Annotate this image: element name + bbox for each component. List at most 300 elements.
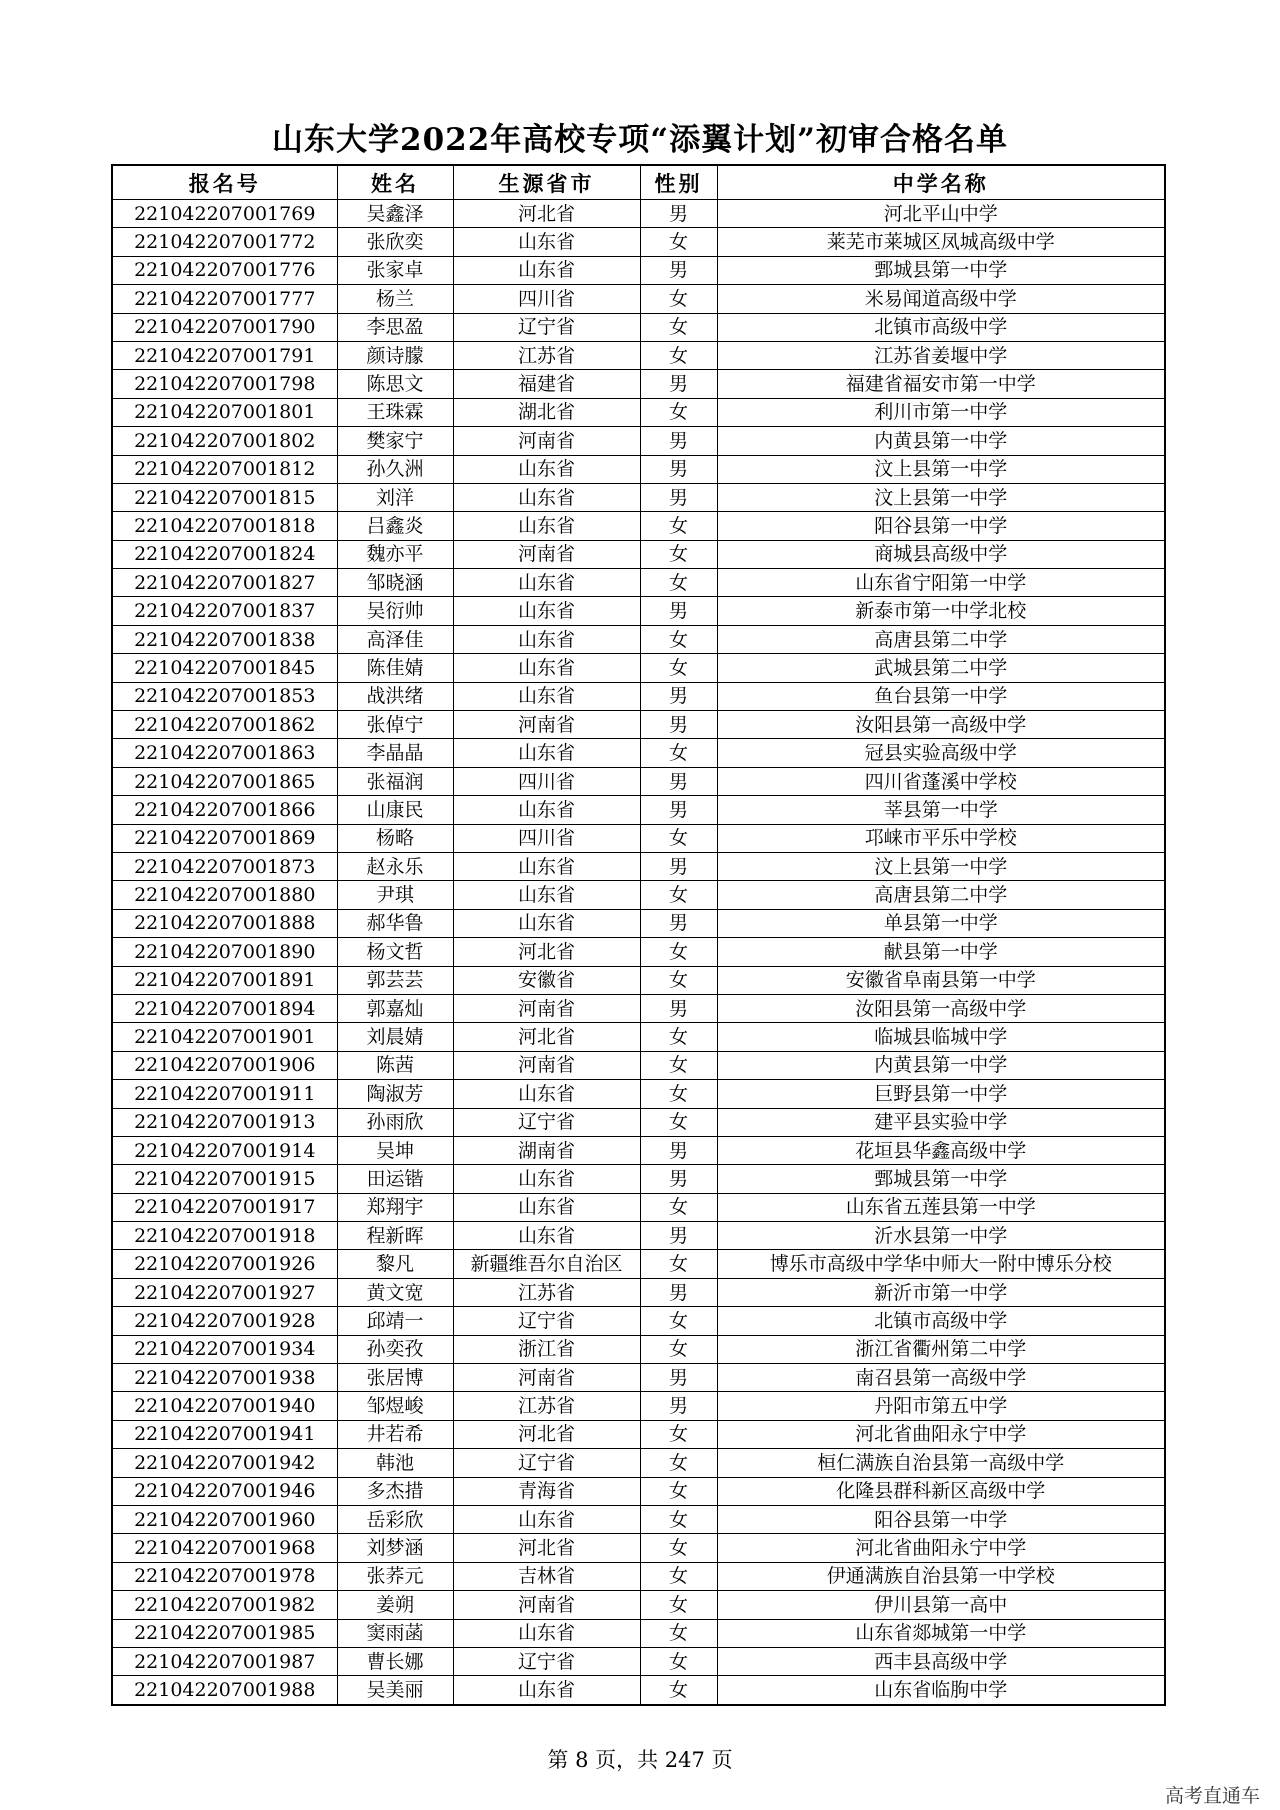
gender-cell: 男 (640, 1392, 717, 1420)
table-row (112, 796, 1165, 824)
name-cell: 程新晖 (337, 1222, 453, 1250)
province-cell: 山东省 (453, 1193, 640, 1221)
province-cell: 江苏省 (453, 1278, 640, 1306)
watermark-text: 高考直通车 (1164, 1785, 1260, 1807)
registration-number-cell: 221042207001769 (112, 200, 337, 228)
gender-cell: 女 (640, 739, 717, 767)
table-row (112, 483, 1165, 511)
registration-number-cell: 221042207001815 (112, 483, 337, 511)
gender-cell: 女 (640, 881, 717, 909)
registration-number-cell: 221042207001862 (112, 711, 337, 739)
name-cell: 尹琪 (337, 881, 453, 909)
name-cell: 韩池 (337, 1449, 453, 1477)
table-row (112, 313, 1165, 341)
province-cell: 山东省 (453, 455, 640, 483)
gender-cell: 女 (640, 1080, 717, 1108)
table-header-row (112, 165, 1165, 200)
school-cell: 鄄城县第一中学 (717, 256, 1165, 284)
registration-number-cell: 221042207001911 (112, 1080, 337, 1108)
name-cell: 吴衍帅 (337, 597, 453, 625)
registration-number-cell: 221042207001906 (112, 1051, 337, 1079)
province-cell: 辽宁省 (453, 313, 640, 341)
school-cell: 冠县实验高级中学 (717, 739, 1165, 767)
admission-list-table (111, 164, 1166, 1706)
registration-number-cell: 221042207001824 (112, 540, 337, 568)
province-cell: 山东省 (453, 1505, 640, 1533)
name-cell: 姜朔 (337, 1591, 453, 1619)
name-cell: 张欣奕 (337, 228, 453, 256)
table-row (112, 767, 1165, 795)
name-cell: 孙久洲 (337, 455, 453, 483)
gender-cell: 女 (640, 1250, 717, 1278)
province-cell: 辽宁省 (453, 1647, 640, 1675)
name-cell: 张荞元 (337, 1562, 453, 1590)
name-cell: 张倬宁 (337, 711, 453, 739)
table-row (112, 824, 1165, 852)
school-cell: 河北省曲阳永宁中学 (717, 1420, 1165, 1448)
table-row (112, 938, 1165, 966)
school-cell: 丹阳市第五中学 (717, 1392, 1165, 1420)
registration-number-cell: 221042207001873 (112, 852, 337, 880)
name-cell: 王珠霖 (337, 398, 453, 426)
table-row (112, 228, 1165, 256)
school-cell: 武城县第二中学 (717, 654, 1165, 682)
province-cell: 山东省 (453, 1676, 640, 1705)
gender-cell: 男 (640, 1278, 717, 1306)
school-cell: 内黄县第一中学 (717, 1051, 1165, 1079)
school-cell: 阳谷县第一中学 (717, 512, 1165, 540)
registration-number-cell: 221042207001776 (112, 256, 337, 284)
table-row (112, 966, 1165, 994)
gender-cell: 男 (640, 796, 717, 824)
province-cell: 安徽省 (453, 966, 640, 994)
province-cell: 山东省 (453, 256, 640, 284)
gender-cell: 女 (640, 341, 717, 369)
school-cell: 巨野县第一中学 (717, 1080, 1165, 1108)
gender-cell: 男 (640, 370, 717, 398)
school-cell: 江苏省姜堰中学 (717, 341, 1165, 369)
school-cell: 伊通满族自治县第一中学校 (717, 1562, 1165, 1590)
gender-cell: 女 (640, 1023, 717, 1051)
name-cell: 陈佳婧 (337, 654, 453, 682)
province-cell: 河南省 (453, 711, 640, 739)
gender-cell: 女 (640, 1505, 717, 1533)
table-row (112, 1136, 1165, 1164)
gender-cell: 女 (640, 625, 717, 653)
province-cell: 山东省 (453, 597, 640, 625)
table-row (112, 852, 1165, 880)
gender-cell: 女 (640, 1307, 717, 1335)
registration-number-cell: 221042207001790 (112, 313, 337, 341)
gender-cell: 女 (640, 938, 717, 966)
school-cell: 鄄城县第一中学 (717, 1165, 1165, 1193)
gender-cell: 女 (640, 824, 717, 852)
table-row (112, 1534, 1165, 1562)
table-row (112, 398, 1165, 426)
province-cell: 新疆维吾尔自治区 (453, 1250, 640, 1278)
school-cell: 汝阳县第一高级中学 (717, 994, 1165, 1022)
table-row (112, 1222, 1165, 1250)
registration-number-cell: 221042207001928 (112, 1307, 337, 1335)
table-row (112, 1477, 1165, 1505)
registration-number-cell: 221042207001891 (112, 966, 337, 994)
province-cell: 山东省 (453, 1165, 640, 1193)
school-cell: 利川市第一中学 (717, 398, 1165, 426)
gender-cell: 女 (640, 1477, 717, 1505)
registration-number-cell: 221042207001801 (112, 398, 337, 426)
province-cell: 四川省 (453, 767, 640, 795)
school-cell: 莘县第一中学 (717, 796, 1165, 824)
registration-number-cell: 221042207001913 (112, 1108, 337, 1136)
header-name: 姓名 (337, 165, 453, 200)
registration-number-cell: 221042207001978 (112, 1562, 337, 1590)
registration-number-cell: 221042207001914 (112, 1136, 337, 1164)
province-cell: 河北省 (453, 200, 640, 228)
table-row (112, 200, 1165, 228)
gender-cell: 男 (640, 1165, 717, 1193)
province-cell: 山东省 (453, 1080, 640, 1108)
school-cell: 伊川县第一高中 (717, 1591, 1165, 1619)
gender-cell: 女 (640, 398, 717, 426)
gender-cell: 女 (640, 1051, 717, 1079)
name-cell: 杨文哲 (337, 938, 453, 966)
gender-cell: 男 (640, 256, 717, 284)
name-cell: 颜诗朦 (337, 341, 453, 369)
gender-cell: 女 (640, 654, 717, 682)
province-cell: 四川省 (453, 285, 640, 313)
registration-number-cell: 221042207001845 (112, 654, 337, 682)
school-cell: 商城县高级中学 (717, 540, 1165, 568)
registration-number-cell: 221042207001798 (112, 370, 337, 398)
school-cell: 安徽省阜南县第一中学 (717, 966, 1165, 994)
registration-number-cell: 221042207001942 (112, 1449, 337, 1477)
name-cell: 陈思文 (337, 370, 453, 398)
gender-cell: 男 (640, 852, 717, 880)
name-cell: 黄文宽 (337, 1278, 453, 1306)
table-row (112, 909, 1165, 937)
province-cell: 福建省 (453, 370, 640, 398)
school-cell: 建平县实验中学 (717, 1108, 1165, 1136)
table-row (112, 569, 1165, 597)
registration-number-cell: 221042207001927 (112, 1278, 337, 1306)
province-cell: 山东省 (453, 881, 640, 909)
school-cell: 汶上县第一中学 (717, 455, 1165, 483)
name-cell: 郭嘉灿 (337, 994, 453, 1022)
registration-number-cell: 221042207001880 (112, 881, 337, 909)
gender-cell: 女 (640, 1335, 717, 1363)
province-cell: 山东省 (453, 228, 640, 256)
registration-number-cell: 221042207001894 (112, 994, 337, 1022)
gender-cell: 女 (640, 1449, 717, 1477)
registration-number-cell: 221042207001941 (112, 1420, 337, 1448)
page-number: 第 8 页，共 247 页 (547, 1748, 733, 1772)
name-cell: 樊家宁 (337, 427, 453, 455)
school-cell: 福建省福安市第一中学 (717, 370, 1165, 398)
school-cell: 北镇市高级中学 (717, 1307, 1165, 1335)
registration-number-cell: 221042207001918 (112, 1222, 337, 1250)
gender-cell: 女 (640, 1647, 717, 1675)
school-cell: 沂水县第一中学 (717, 1222, 1165, 1250)
school-cell: 北镇市高级中学 (717, 313, 1165, 341)
province-cell: 河北省 (453, 1534, 640, 1562)
registration-number-cell: 221042207001812 (112, 455, 337, 483)
school-cell: 汶上县第一中学 (717, 852, 1165, 880)
province-cell: 吉林省 (453, 1562, 640, 1590)
header-province: 生源省市 (453, 165, 640, 200)
province-cell: 山东省 (453, 569, 640, 597)
registration-number-cell: 221042207001926 (112, 1250, 337, 1278)
table-row (112, 711, 1165, 739)
gender-cell: 女 (640, 1420, 717, 1448)
school-cell: 博乐市高级中学华中师大一附中博乐分校 (717, 1250, 1165, 1278)
table-row (112, 1335, 1165, 1363)
province-cell: 山东省 (453, 909, 640, 937)
registration-number-cell: 221042207001865 (112, 767, 337, 795)
table-row (112, 1505, 1165, 1533)
gender-cell: 女 (640, 966, 717, 994)
header-registration-number: 报名号 (112, 165, 337, 200)
gender-cell: 女 (640, 1534, 717, 1562)
registration-number-cell: 221042207001915 (112, 1165, 337, 1193)
name-cell: 魏亦平 (337, 540, 453, 568)
name-cell: 邹煜峻 (337, 1392, 453, 1420)
province-cell: 山东省 (453, 852, 640, 880)
gender-cell: 男 (640, 200, 717, 228)
province-cell: 辽宁省 (453, 1449, 640, 1477)
name-cell: 李晶晶 (337, 739, 453, 767)
school-cell: 南召县第一高级中学 (717, 1364, 1165, 1392)
gender-cell: 男 (640, 1136, 717, 1164)
gender-cell: 女 (640, 512, 717, 540)
table-row (112, 597, 1165, 625)
table-row (112, 427, 1165, 455)
school-cell: 阳谷县第一中学 (717, 1505, 1165, 1533)
table-row (112, 1619, 1165, 1647)
name-cell: 邹晓涵 (337, 569, 453, 597)
name-cell: 山康民 (337, 796, 453, 824)
table-row (112, 1364, 1165, 1392)
school-cell: 山东省五莲县第一中学 (717, 1193, 1165, 1221)
registration-number-cell: 221042207001938 (112, 1364, 337, 1392)
name-cell: 曹长娜 (337, 1647, 453, 1675)
school-cell: 鱼台县第一中学 (717, 682, 1165, 710)
school-cell: 莱芜市莱城区凤城高级中学 (717, 228, 1165, 256)
registration-number-cell: 221042207001901 (112, 1023, 337, 1051)
table-row (112, 1278, 1165, 1306)
province-cell: 辽宁省 (453, 1108, 640, 1136)
table-row (112, 1562, 1165, 1590)
name-cell: 窦雨菡 (337, 1619, 453, 1647)
gender-cell: 男 (640, 711, 717, 739)
registration-number-cell: 221042207001982 (112, 1591, 337, 1619)
gender-cell: 男 (640, 597, 717, 625)
name-cell: 吴鑫泽 (337, 200, 453, 228)
name-cell: 黎凡 (337, 1250, 453, 1278)
registration-number-cell: 221042207001863 (112, 739, 337, 767)
name-cell: 井若希 (337, 1420, 453, 1448)
school-cell: 内黄县第一中学 (717, 427, 1165, 455)
name-cell: 刘洋 (337, 483, 453, 511)
province-cell: 湖南省 (453, 1136, 640, 1164)
name-cell: 多杰措 (337, 1477, 453, 1505)
school-cell: 邛崃市平乐中学校 (717, 824, 1165, 852)
header-gender: 性别 (640, 165, 717, 200)
province-cell: 江苏省 (453, 1392, 640, 1420)
school-cell: 花垣县华鑫高级中学 (717, 1136, 1165, 1164)
table-row (112, 1647, 1165, 1675)
province-cell: 河南省 (453, 540, 640, 568)
table-row (112, 540, 1165, 568)
gender-cell: 男 (640, 483, 717, 511)
name-cell: 郝华鲁 (337, 909, 453, 937)
gender-cell: 女 (640, 285, 717, 313)
name-cell: 吴坤 (337, 1136, 453, 1164)
name-cell: 李思盈 (337, 313, 453, 341)
table-row (112, 512, 1165, 540)
name-cell: 孙雨欣 (337, 1108, 453, 1136)
name-cell: 刘晨婧 (337, 1023, 453, 1051)
name-cell: 陈茜 (337, 1051, 453, 1079)
table-row (112, 1392, 1165, 1420)
gender-cell: 女 (640, 540, 717, 568)
province-cell: 河北省 (453, 938, 640, 966)
table-body (112, 200, 1165, 1705)
school-cell: 单县第一中学 (717, 909, 1165, 937)
registration-number-cell: 221042207001853 (112, 682, 337, 710)
registration-number-cell: 221042207001946 (112, 1477, 337, 1505)
school-cell: 桓仁满族自治县第一高级中学 (717, 1449, 1165, 1477)
school-cell: 山东省宁阳第一中学 (717, 569, 1165, 597)
name-cell: 郑翔宇 (337, 1193, 453, 1221)
table-row (112, 654, 1165, 682)
registration-number-cell: 221042207001869 (112, 824, 337, 852)
province-cell: 山东省 (453, 796, 640, 824)
table-row (112, 1023, 1165, 1051)
name-cell: 吕鑫炎 (337, 512, 453, 540)
province-cell: 山东省 (453, 1619, 640, 1647)
province-cell: 河北省 (453, 1023, 640, 1051)
name-cell: 陶淑芳 (337, 1080, 453, 1108)
province-cell: 山东省 (453, 1222, 640, 1250)
school-cell: 西丰县高级中学 (717, 1647, 1165, 1675)
school-cell: 四川省蓬溪中学校 (717, 767, 1165, 795)
table-row (112, 341, 1165, 369)
province-cell: 青海省 (453, 1477, 640, 1505)
school-cell: 新泰市第一中学北校 (717, 597, 1165, 625)
school-cell: 献县第一中学 (717, 938, 1165, 966)
name-cell: 岳彩欣 (337, 1505, 453, 1533)
registration-number-cell: 221042207001866 (112, 796, 337, 824)
gender-cell: 女 (640, 1591, 717, 1619)
table-row (112, 455, 1165, 483)
name-cell: 高泽佳 (337, 625, 453, 653)
school-cell: 米易闻道高级中学 (717, 285, 1165, 313)
gender-cell: 男 (640, 767, 717, 795)
registration-number-cell: 221042207001802 (112, 427, 337, 455)
school-cell: 高唐县第二中学 (717, 881, 1165, 909)
name-cell: 张福润 (337, 767, 453, 795)
gender-cell: 女 (640, 1108, 717, 1136)
table-row (112, 1307, 1165, 1335)
school-cell: 汝阳县第一高级中学 (717, 711, 1165, 739)
gender-cell: 男 (640, 994, 717, 1022)
table-row (112, 370, 1165, 398)
school-cell: 高唐县第二中学 (717, 625, 1165, 653)
gender-cell: 女 (640, 228, 717, 256)
table-row (112, 1108, 1165, 1136)
table-row (112, 881, 1165, 909)
gender-cell: 男 (640, 682, 717, 710)
table-row (112, 994, 1165, 1022)
gender-cell: 男 (640, 427, 717, 455)
province-cell: 山东省 (453, 625, 640, 653)
registration-number-cell: 221042207001827 (112, 569, 337, 597)
gender-cell: 女 (640, 1562, 717, 1590)
school-cell: 山东省郯城第一中学 (717, 1619, 1165, 1647)
table-row (112, 1591, 1165, 1619)
name-cell: 杨略 (337, 824, 453, 852)
school-cell: 新沂市第一中学 (717, 1278, 1165, 1306)
gender-cell: 女 (640, 1193, 717, 1221)
table-row (112, 1051, 1165, 1079)
registration-number-cell: 221042207001890 (112, 938, 337, 966)
gender-cell: 男 (640, 455, 717, 483)
province-cell: 辽宁省 (453, 1307, 640, 1335)
province-cell: 江苏省 (453, 341, 640, 369)
registration-number-cell: 221042207001837 (112, 597, 337, 625)
gender-cell: 女 (640, 569, 717, 597)
registration-number-cell: 221042207001888 (112, 909, 337, 937)
registration-number-cell: 221042207001772 (112, 228, 337, 256)
header-school: 中学名称 (717, 165, 1165, 200)
gender-cell: 男 (640, 909, 717, 937)
province-cell: 四川省 (453, 824, 640, 852)
registration-number-cell: 221042207001968 (112, 1534, 337, 1562)
name-cell: 赵永乐 (337, 852, 453, 880)
province-cell: 浙江省 (453, 1335, 640, 1363)
province-cell: 河南省 (453, 994, 640, 1022)
school-cell: 河北省曲阳永宁中学 (717, 1534, 1165, 1562)
registration-number-cell: 221042207001940 (112, 1392, 337, 1420)
school-cell: 浙江省衢州第二中学 (717, 1335, 1165, 1363)
table-row (112, 682, 1165, 710)
gender-cell: 女 (640, 1676, 717, 1705)
school-cell: 河北平山中学 (717, 200, 1165, 228)
registration-number-cell: 221042207001985 (112, 1619, 337, 1647)
province-cell: 河南省 (453, 1364, 640, 1392)
table-row (112, 1250, 1165, 1278)
gender-cell: 女 (640, 1619, 717, 1647)
table-row (112, 739, 1165, 767)
school-cell: 汶上县第一中学 (717, 483, 1165, 511)
name-cell: 郭芸芸 (337, 966, 453, 994)
table-row (112, 625, 1165, 653)
province-cell: 湖北省 (453, 398, 640, 426)
registration-number-cell: 221042207001818 (112, 512, 337, 540)
registration-number-cell: 221042207001960 (112, 1505, 337, 1533)
table-row (112, 1449, 1165, 1477)
province-cell: 河南省 (453, 1051, 640, 1079)
school-cell: 化隆县群科新区高级中学 (717, 1477, 1165, 1505)
school-cell: 山东省临朐中学 (717, 1676, 1165, 1705)
table-row (112, 256, 1165, 284)
registration-number-cell: 221042207001934 (112, 1335, 337, 1363)
name-cell: 孙奕孜 (337, 1335, 453, 1363)
province-cell: 河北省 (453, 1420, 640, 1448)
table-row (112, 1420, 1165, 1448)
registration-number-cell: 221042207001838 (112, 625, 337, 653)
page-title: 山东大学2022年高校专项“添翼计划”初审合格名单 (272, 122, 1008, 158)
